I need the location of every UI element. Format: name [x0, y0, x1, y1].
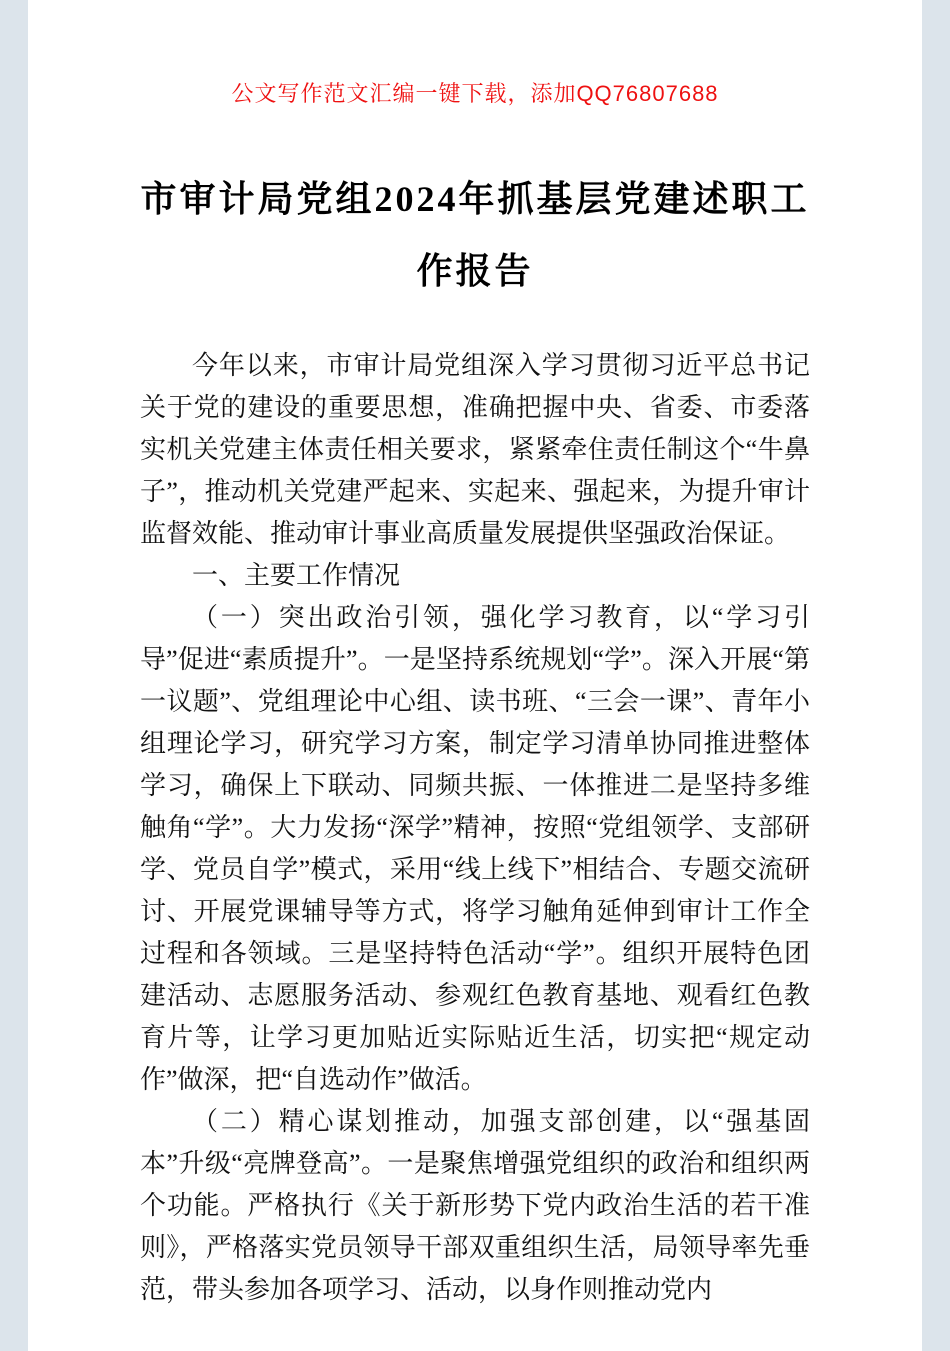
paragraph-point-two: （二）精心谋划推动，加强支部创建，以“强基固本”升级“亮牌登高”。一是聚焦增强党组织的政治和组织两个功能。严格执行《关于新形势下党内政治生活的若干准则》，严格落实党员领导干部双重组织生活，局领导率先垂范，带头参加各项学习、活动，以身作则推动党内: [140, 1107, 810, 1304]
document-page: [28, 0, 922, 1351]
document-title: 市审计局党组2024年抓基层党建述职工作报告: [140, 179, 810, 291]
paragraph-point-one: （一）突出政治引领，强化学习教育，以“学习引导”促进“素质提升”。一是坚持系统规划“学”。深入开展“第一议题”、党组理论中心组、读书班、“三会一课”、青年小组理论学习，研究学习方案，制定学习清单协同推进整体学习，确保上下联动、同频共振、一体推进二是坚持多维触角“学”。大力发扬“深学”精神，按照“党组领学、支部研学、党员自学”模式，采用“线上线下”相结合、专题交流研讨、开展党课辅导等方式，将学习触角延伸到审计工作全过程和各领域。三是坚持特色活动“学”。组织开展特色团建活动、志愿服务活动、参观红色教育基地、观看红色教育片等，让学习更加贴近实际贴近生活，切实把“规定动作”做深，把“自选动作”做活。: [140, 603, 810, 1094]
document-body: [140, 345, 810, 1311]
promo-notice-text: 公文写作范文汇编一键下载，添加QQ76807688: [231, 81, 719, 106]
section-heading-main-work: 一、主要工作情况: [192, 561, 401, 590]
paragraph-intro: 今年以来，市审计局党组深入学习贯彻习近平总书记关于党的建设的重要思想，准确把握中央、省委、市委落实机关党建主体责任相关要求，紧紧牵住责任制这个“牛鼻子”，推动机关党建严起来、实起来、强起来，为提升审计监督效能、推动审计事业高质量发展提供坚强政治保证。: [140, 351, 810, 548]
